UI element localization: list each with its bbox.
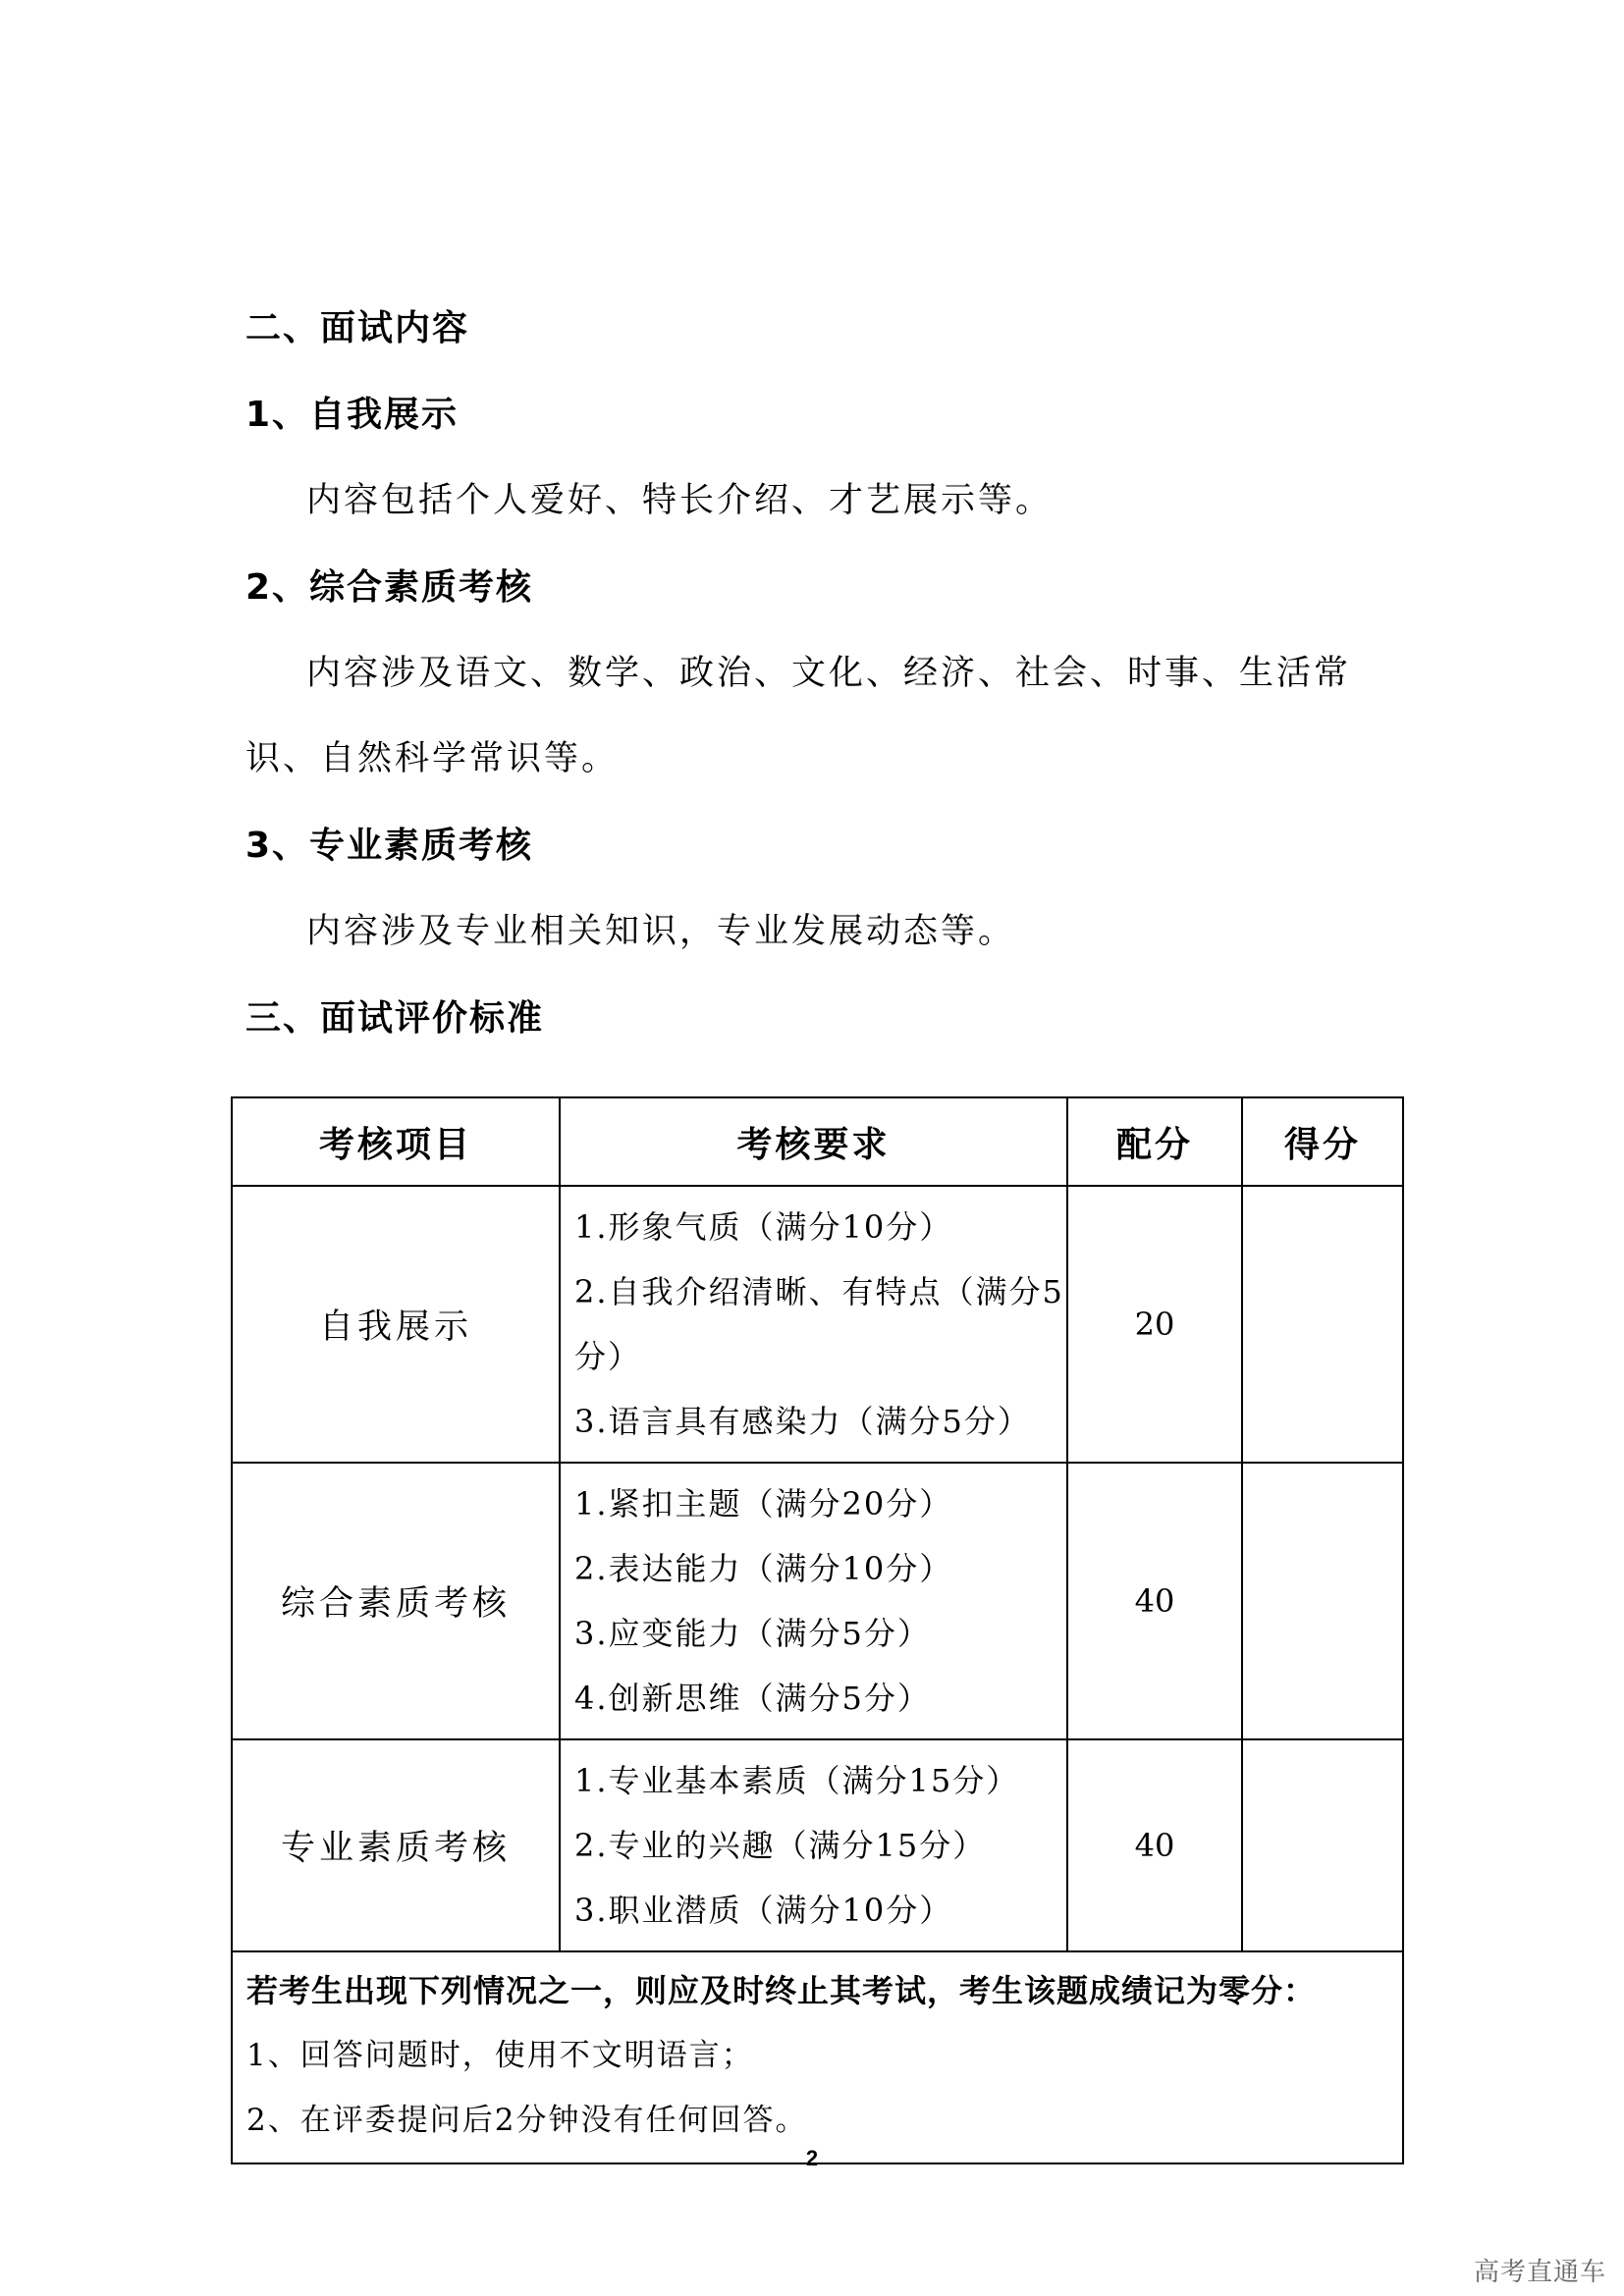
table-row [232, 1463, 1403, 1739]
note-cell [232, 1951, 1403, 2163]
watermark-logo-text: 高考直通车 [1473, 2258, 1606, 2287]
row-points: 20 [1067, 1186, 1242, 1463]
requirement-line: 3.应变能力（满分5分） [574, 1615, 931, 1652]
header-cell-score: 得分 [1242, 1097, 1403, 1186]
paragraph-comprehensive-line1: 内容涉及语文、数学、政治、文化、经济、社会、时事、生活常 [306, 654, 1352, 693]
subheading-professional-quality: 3、专业素质考核 [245, 826, 534, 866]
section-heading-evaluation-criteria: 三、面试评价标准 [245, 998, 545, 1039]
subheading-comprehensive-quality: 2、综合素质考核 [245, 567, 534, 608]
paragraph-self-presentation: 内容包括个人爱好、特长介绍、才艺展示等。 [306, 481, 1054, 520]
row-score-blank [1242, 1739, 1403, 1951]
row-points: 40 [1067, 1463, 1242, 1739]
row-item-name: 自我展示 [232, 1186, 560, 1463]
subheading-self-presentation: 1、自我展示 [245, 395, 460, 435]
header-cell-requirements: 考核要求 [560, 1097, 1067, 1186]
table-row [232, 1186, 1403, 1463]
requirement-line: 4.创新思维（满分5分） [574, 1680, 931, 1717]
requirement-line: 3.语言具有感染力（满分5分） [574, 1403, 1031, 1440]
table-note-row [232, 1951, 1403, 2163]
header-cell-item: 考核项目 [232, 1097, 560, 1186]
row-requirements [560, 1739, 1067, 1951]
row-item-name: 专业素质考核 [232, 1739, 560, 1951]
row-requirements [560, 1186, 1067, 1463]
section-heading-interview-content: 二、面试内容 [245, 308, 470, 348]
requirement-line: 2.表达能力（满分10分） [574, 1550, 953, 1587]
table-row [232, 1739, 1403, 1951]
paragraph-professional-quality: 内容涉及专业相关知识，专业发展动态等。 [306, 912, 1016, 951]
requirement-line: 2.专业的兴趣（满分15分） [574, 1827, 987, 1864]
row-score-blank [1242, 1463, 1403, 1739]
requirement-line: 1.形象气质（满分10分） [574, 1208, 953, 1246]
requirement-line: 1.紧扣主题（满分20分） [574, 1485, 953, 1522]
requirement-line: 2.自我介绍清晰、有特点（满分5 [574, 1273, 1064, 1310]
requirement-line: 3.职业潜质（满分10分） [574, 1892, 953, 1929]
paragraph-comprehensive-line2: 识、自然科学常识等。 [245, 739, 620, 778]
header-cell-points: 配分 [1067, 1097, 1242, 1186]
table-header-row [232, 1097, 1403, 1186]
note-heading: 若考生出现下列情况之一，则应及时终止其考试，考生该题成绩记为零分： [246, 1972, 1317, 2009]
note-item: 2、在评委提问后2分钟没有任何回答。 [246, 2103, 808, 2138]
row-points: 40 [1067, 1739, 1242, 1951]
row-item-name: 综合素质考核 [232, 1463, 560, 1739]
requirement-line: 1.专业基本素质（满分15分） [574, 1762, 1020, 1799]
page-number: 2 [805, 2146, 819, 2170]
note-item: 1、回答问题时，使用不文明语言； [246, 2038, 754, 2073]
row-score-blank [1242, 1186, 1403, 1463]
evaluation-table [231, 1096, 1404, 2164]
row-requirements [560, 1463, 1067, 1739]
requirement-line: 分） [574, 1338, 642, 1375]
